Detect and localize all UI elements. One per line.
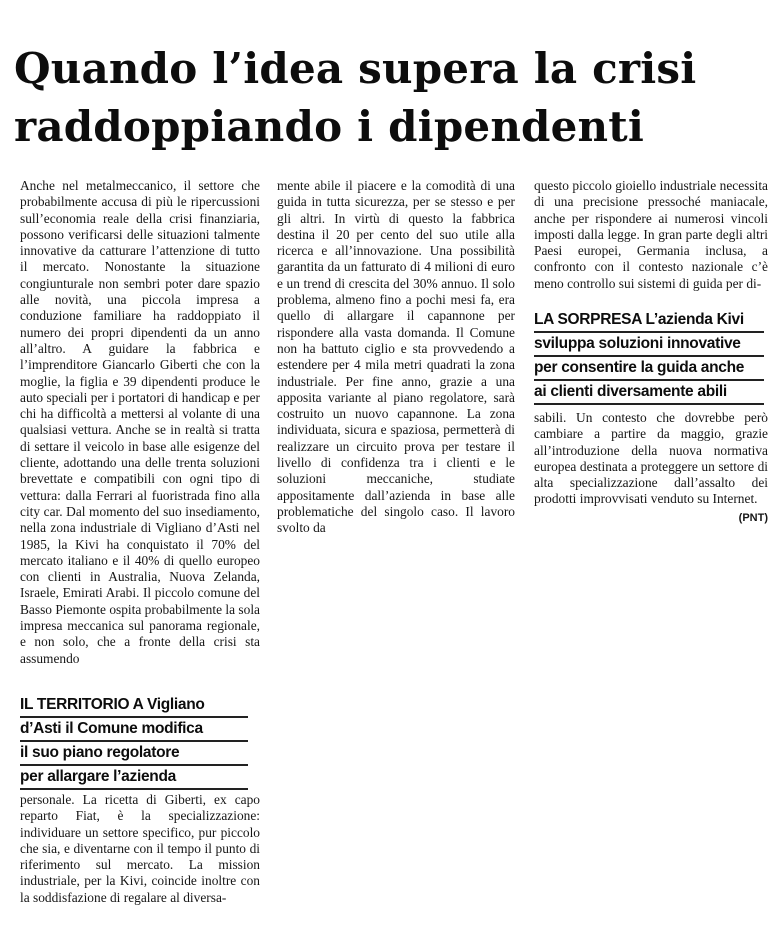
callout-kicker: LA SORPRESA [534,311,642,328]
callout-territorio-line-2: d’Asti il Comune modifica [20,718,248,742]
article-headline [14,40,764,156]
column-3-continuation-text: sabili. Un contesto che dovrebbe però cambiare a partire da maggio, grazie all’introduzione della nuova normativa europea destinata a proteggere un settore di alta specializzazione dall’assalto dei prodotti improvvisati venduto su Internet. [534,410,768,507]
column-1 [20,178,260,667]
callout-sorpresa-line-4: ai clienti diversamente abili [534,381,764,405]
callout-sorpresa-line-2: sviluppa soluzioni innovative [534,333,764,357]
callout-sorpresa-line-1 [534,309,764,333]
column-3 [534,178,768,292]
callout-territorio-line-4: per allargare l’azienda [20,766,248,790]
headline-line-1: Quando l’idea supera la crisi [14,44,697,93]
callout-sorpresa [534,309,764,405]
column-3-continuation [534,410,768,526]
callout-territorio-line-3: il suo piano regolatore [20,742,248,766]
column-2-text: mente abile il piacere e la comodità di una guida in tutta sicurezza, per se stesso e per gli altri. In virtù di questo la fabbrica destina il 20 per cento del suo utile alla ricerca e all’innovazione. Una possibilità garantita da un fatturato di 4 milioni di euro e un trend di crescita del 30% annuo. Il solo problema, almeno fino a pochi mesi fa, era quello di allargare il capannone per rispondere alla vasta domanda. Il Comune non ha battuto ciglio e sta provvedendo a estendere per 4 mila metri quadrati la zona industriale. Per fine anno, grazie a una apposita variante al piano regolatore, sarà costruito un nuovo capannone. La zona individuata, sicura e spaziosa, permetterà di realizzare un circuito prova per testare il livello di confidenza tra i clienti e le soluzioni meccaniche, studiate appositamente dall’azienda in base alle problematiche del singolo caso. Il lavoro svolto da [277,178,515,536]
byline: (PNT) [738,511,768,524]
callout-territorio [20,694,248,790]
column-3-text: questo piccolo gioiello industriale necessita di una precisione pressoché maniacale, anche per rispondere ai numerosi vincoli imposti dalla legge. In gran parte degli altri Paesi europei, Germania inclusa, a confronto con il contesto nazionale c’è meno controllo sui sistemi di guida per di- [534,178,768,291]
column-1-text: Anche nel metalmeccanico, il settore che probabilmente accusa di più le ripercussioni sull’economia reale della crisi finanziaria, possono verificarsi delle situazioni talmente innovative da catturare l’attenzione di tutto il mercato. Nonostante la situazione congiunturale non sembri poter dare spazio alle novità, una piccola impresa a conduzione familiare ha raddoppiato il numero dei propri dipendenti da un anno all’altro. A guidare la fabbrica e l’imprenditore Giancarlo Giberti che con la moglie, la figlia e 39 dipendenti produce le auto speciali per i portatori di handicap e per chi ha difficoltà a mettersi al volante di una qualsiasi vettura. Anche se in realtà si tratta di settare il veicolo in base alle esigenze del cliente, adottando una delle trenta soluzioni brevettate e compatibili con ogni tipo di vettura: dalla Ferrari al fuoristrada fino alla city car. Dal momento del suo insediamento, nella zona industriale di Vigliano d’Asti nel 1985, la Kivi ha conquistato il 70% del mercato italiano e il 40% di quello europeo con clienti in Australia, Nuova Zelanda, Israele, Emirati Arabi. Il piccolo comune del Basso Piemonte ospita probabilmente la sola impresa meccanica sul panorama regionale, e non solo, che a fronte della crisi sta assumendo [20,178,260,666]
headline-line-2: raddoppiando i dipendenti [14,102,645,151]
callout-kicker: IL TERRITORIO [20,696,130,713]
callout-text: L’azienda Kivi [645,311,744,328]
column-2 [277,178,515,537]
callout-territorio-line-1 [20,694,248,718]
column-1-continuation [20,792,260,906]
column-1-continuation-text: personale. La ricetta di Giberti, ex capo reparto Fiat, è la specializzazione: individuare un settore specifico, pur piccolo che sia, e diventarne con il tempo il punto di riferimento sul mercato. La mission industriale, per la Kivi, coincide inoltre con la soddisfazione di regalare al diversa- [20,792,260,905]
callout-sorpresa-line-3: per consentire la guida anche [534,357,764,381]
callout-text: A Vigliano [132,696,205,713]
